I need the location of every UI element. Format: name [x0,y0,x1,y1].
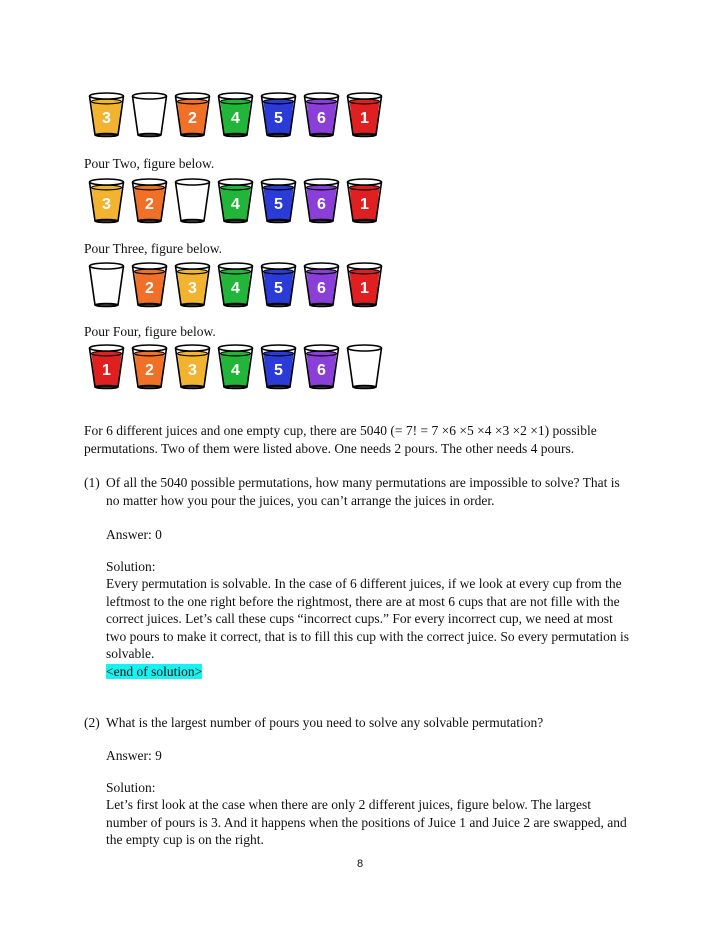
juice-cup-icon-2 [131,262,168,308]
cup-label-1: 1 [102,362,111,379]
cup-label-5: 5 [274,110,283,127]
question-2-solution: Let’s first look at the case when there are only 2 different juices, figure below. The largest number of pours is 3. And it happens when the positions of Juice 1 and Juice 2 are swapped, and the empty cup is on the right. [106,797,627,847]
cup-figure-pour-one [88,92,383,138]
empty-cup-icon [88,262,125,308]
cup-label-6: 6 [317,280,326,297]
juice-cup-icon-6 [303,262,340,308]
cup-label-2: 2 [188,110,197,127]
cup-label-5: 5 [274,196,283,213]
juice-cup-icon-3 [174,344,211,390]
juice-cup-icon-3 [174,262,211,308]
juice-cup-icon-2 [174,92,211,138]
cup-label-4: 4 [231,280,240,297]
cup-label-3: 3 [102,196,111,213]
cup-label-6: 6 [317,362,326,379]
question-1-solution-label: Solution: [106,559,156,574]
juice-cup-icon-1 [346,178,383,224]
cup-figure-pour-three [88,262,383,308]
question-1-answer: Answer: 0 [106,527,162,542]
juice-cup-icon-6 [303,92,340,138]
juice-cup-icon-5 [260,262,297,308]
cup-label-3: 3 [188,280,197,297]
question-1-number: (1) [84,475,100,490]
cup-figure-pour-four [88,344,383,390]
cup-label-2: 2 [145,362,154,379]
cup-label-5: 5 [274,280,283,297]
cup-label-5: 5 [274,362,283,379]
cup-label-2: 2 [145,280,154,297]
cup-label-4: 4 [231,196,240,213]
question-2-text: What is the largest number of pours you need to solve any solvable permutation? [106,715,544,730]
end-of-solution-marker: <end of solution> [106,664,203,679]
cup-label-2: 2 [145,196,154,213]
question-2-number: (2) [84,715,100,730]
empty-cup-icon [131,92,168,138]
juice-cup-icon-4 [217,178,254,224]
question-1-text: Of all the 5040 possible permutations, how many permutations are impossible to solve? That is no matter how you pour the juices, you can’t arrange the juices in order. [106,475,620,508]
cup-label-3: 3 [188,362,197,379]
cup-label-4: 4 [231,110,240,127]
figure-caption-pour-two: Pour Two, figure below. [84,156,215,171]
juice-cup-icon-4 [217,262,254,308]
juice-cup-icon-5 [260,92,297,138]
cup-label-4: 4 [231,362,240,379]
cup-label-1: 1 [360,196,369,213]
empty-cup-icon [174,178,211,224]
juice-cup-icon-5 [260,344,297,390]
figure-caption-pour-four: Pour Four, figure below. [84,324,216,339]
juice-cup-icon-6 [303,178,340,224]
juice-cup-icon-4 [217,344,254,390]
juice-cup-icon-3 [88,92,125,138]
cup-figure-pour-two [88,178,383,224]
juice-cup-icon-1 [346,92,383,138]
question-2-solution-label: Solution: [106,780,156,795]
cup-label-6: 6 [317,196,326,213]
juice-cup-icon-5 [260,178,297,224]
juice-cup-icon-2 [131,178,168,224]
cup-label-1: 1 [360,280,369,297]
juice-cup-icon-1 [88,344,125,390]
intro-paragraph: For 6 different juices and one empty cup, there are 5040 (= 7! = 7 ×6 ×5 ×4 ×3 ×2 ×1) possible permutations. Two of them were listed above. One needs 2 pours. The other needs 4 pours. [84,423,597,456]
juice-cup-icon-2 [131,344,168,390]
cup-label-1: 1 [360,110,369,127]
question-2-answer: Answer: 9 [106,748,162,763]
juice-cup-icon-6 [303,344,340,390]
page-number: 8 [356,858,364,870]
cup-label-3: 3 [102,110,111,127]
figure-caption-pour-three: Pour Three, figure below. [84,241,222,256]
question-1-solution: Every permutation is solvable. In the case of 6 different juices, if we look at every cup from the leftmost to the one right before the rightmost, there are at most 6 cups that are not fille with the correct juices. Let’s call these cups “incorrect cups.” For every incorrect cup, we need at most two pours to make it correct, that is to fill this cup with the correct juice. So every permutation is solvable. [106,576,629,661]
empty-cup-icon [346,344,383,390]
juice-cup-icon-1 [346,262,383,308]
juice-cup-icon-3 [88,178,125,224]
juice-cup-icon-4 [217,92,254,138]
cup-label-6: 6 [317,110,326,127]
